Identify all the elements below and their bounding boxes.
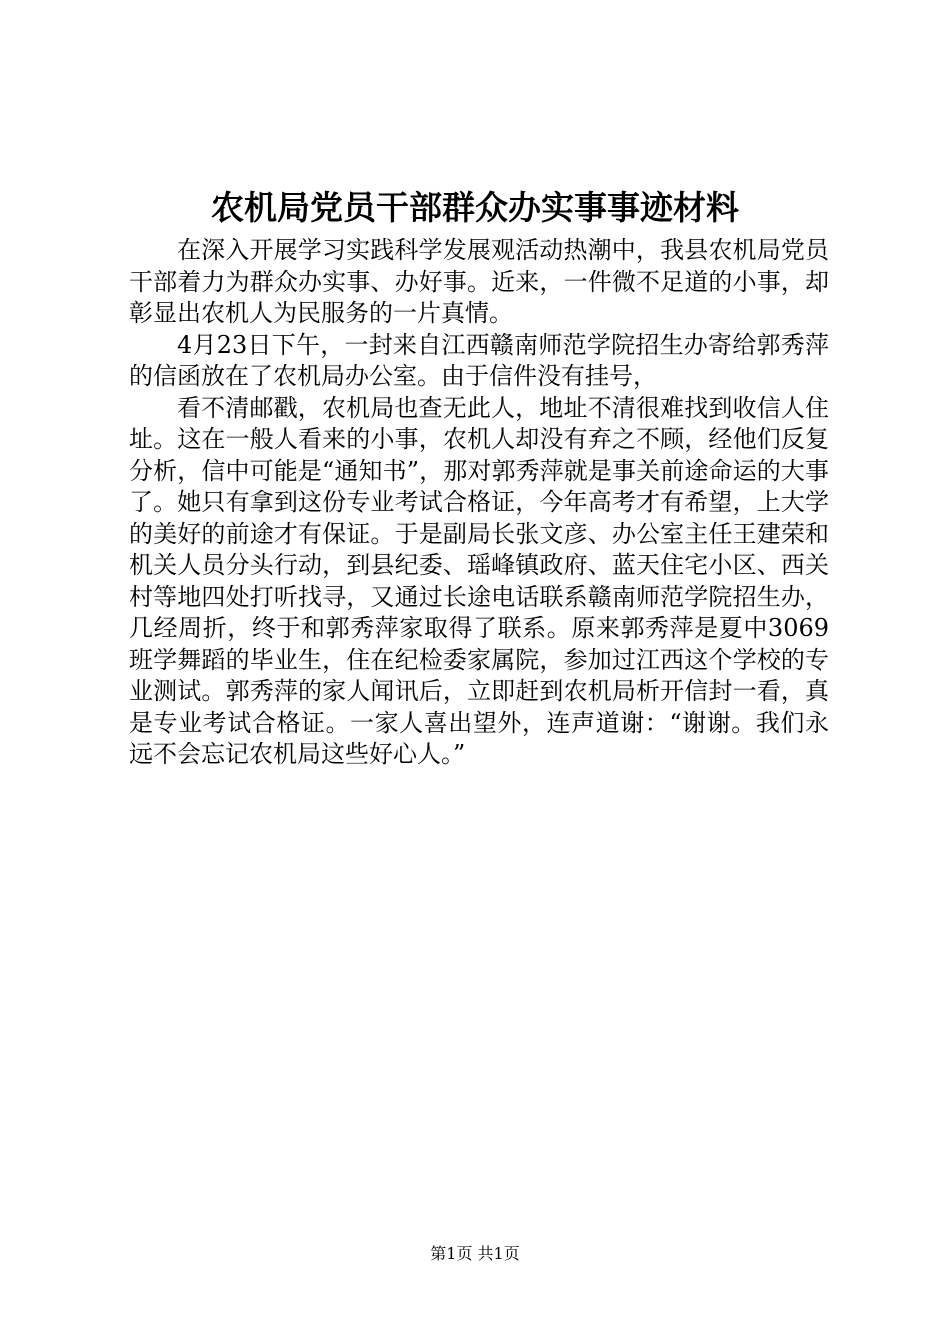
page-footer: 第1页 共1页	[430, 1244, 520, 1263]
paragraph: 在深入开展学习实践科学发展观活动热潮中，我县农机局党员干部着力为群众办实事、办好事。近来，一件微不足道的小事，却彰显出农机人为民服务的一片真情。	[129, 236, 829, 327]
document-title: 农机局党员干部群众办实事事迹材料	[211, 188, 739, 227]
paragraph: 4月23日下午，一封来自江西赣南师范学院招生办寄给郭秀萍的信函放在了农机局办公室。由于信件没有挂号，	[129, 330, 829, 390]
document-body	[129, 235, 829, 771]
paragraph: 看不清邮戳，农机局也查无此人，地址不清很难找到收信人住址。这在一般人看来的小事，农机人却没有弃之不顾，经他们反复分析，信中可能是“通知书”，那对郭秀萍就是事关前途命运的大事了。她只有拿到这份专业考试合格证，今年高考才有希望，上大学的美好的前途才有保证。于是副局长张文彦、办公室主任王建荣和机关人员分头行动，到县纪委、瑶峰镇政府、蓝天住宅小区、西关村等地四处打听找寻，又通过长途电话联系赣南师范学院招生办，几经周折，终于和郭秀萍家取得了联系。原来郭秀萍是夏中3069班学舞蹈的毕业生，住在纪检委家属院，参加过江西这个学校的专业测试。郭秀萍的家人闻讯后，立即赶到农机局析开信封一看，真是专业考试合格证。一家人喜出望外，连声道谢：“谢谢。我们永远不会忘记农机局这些好心人。”	[129, 393, 829, 768]
